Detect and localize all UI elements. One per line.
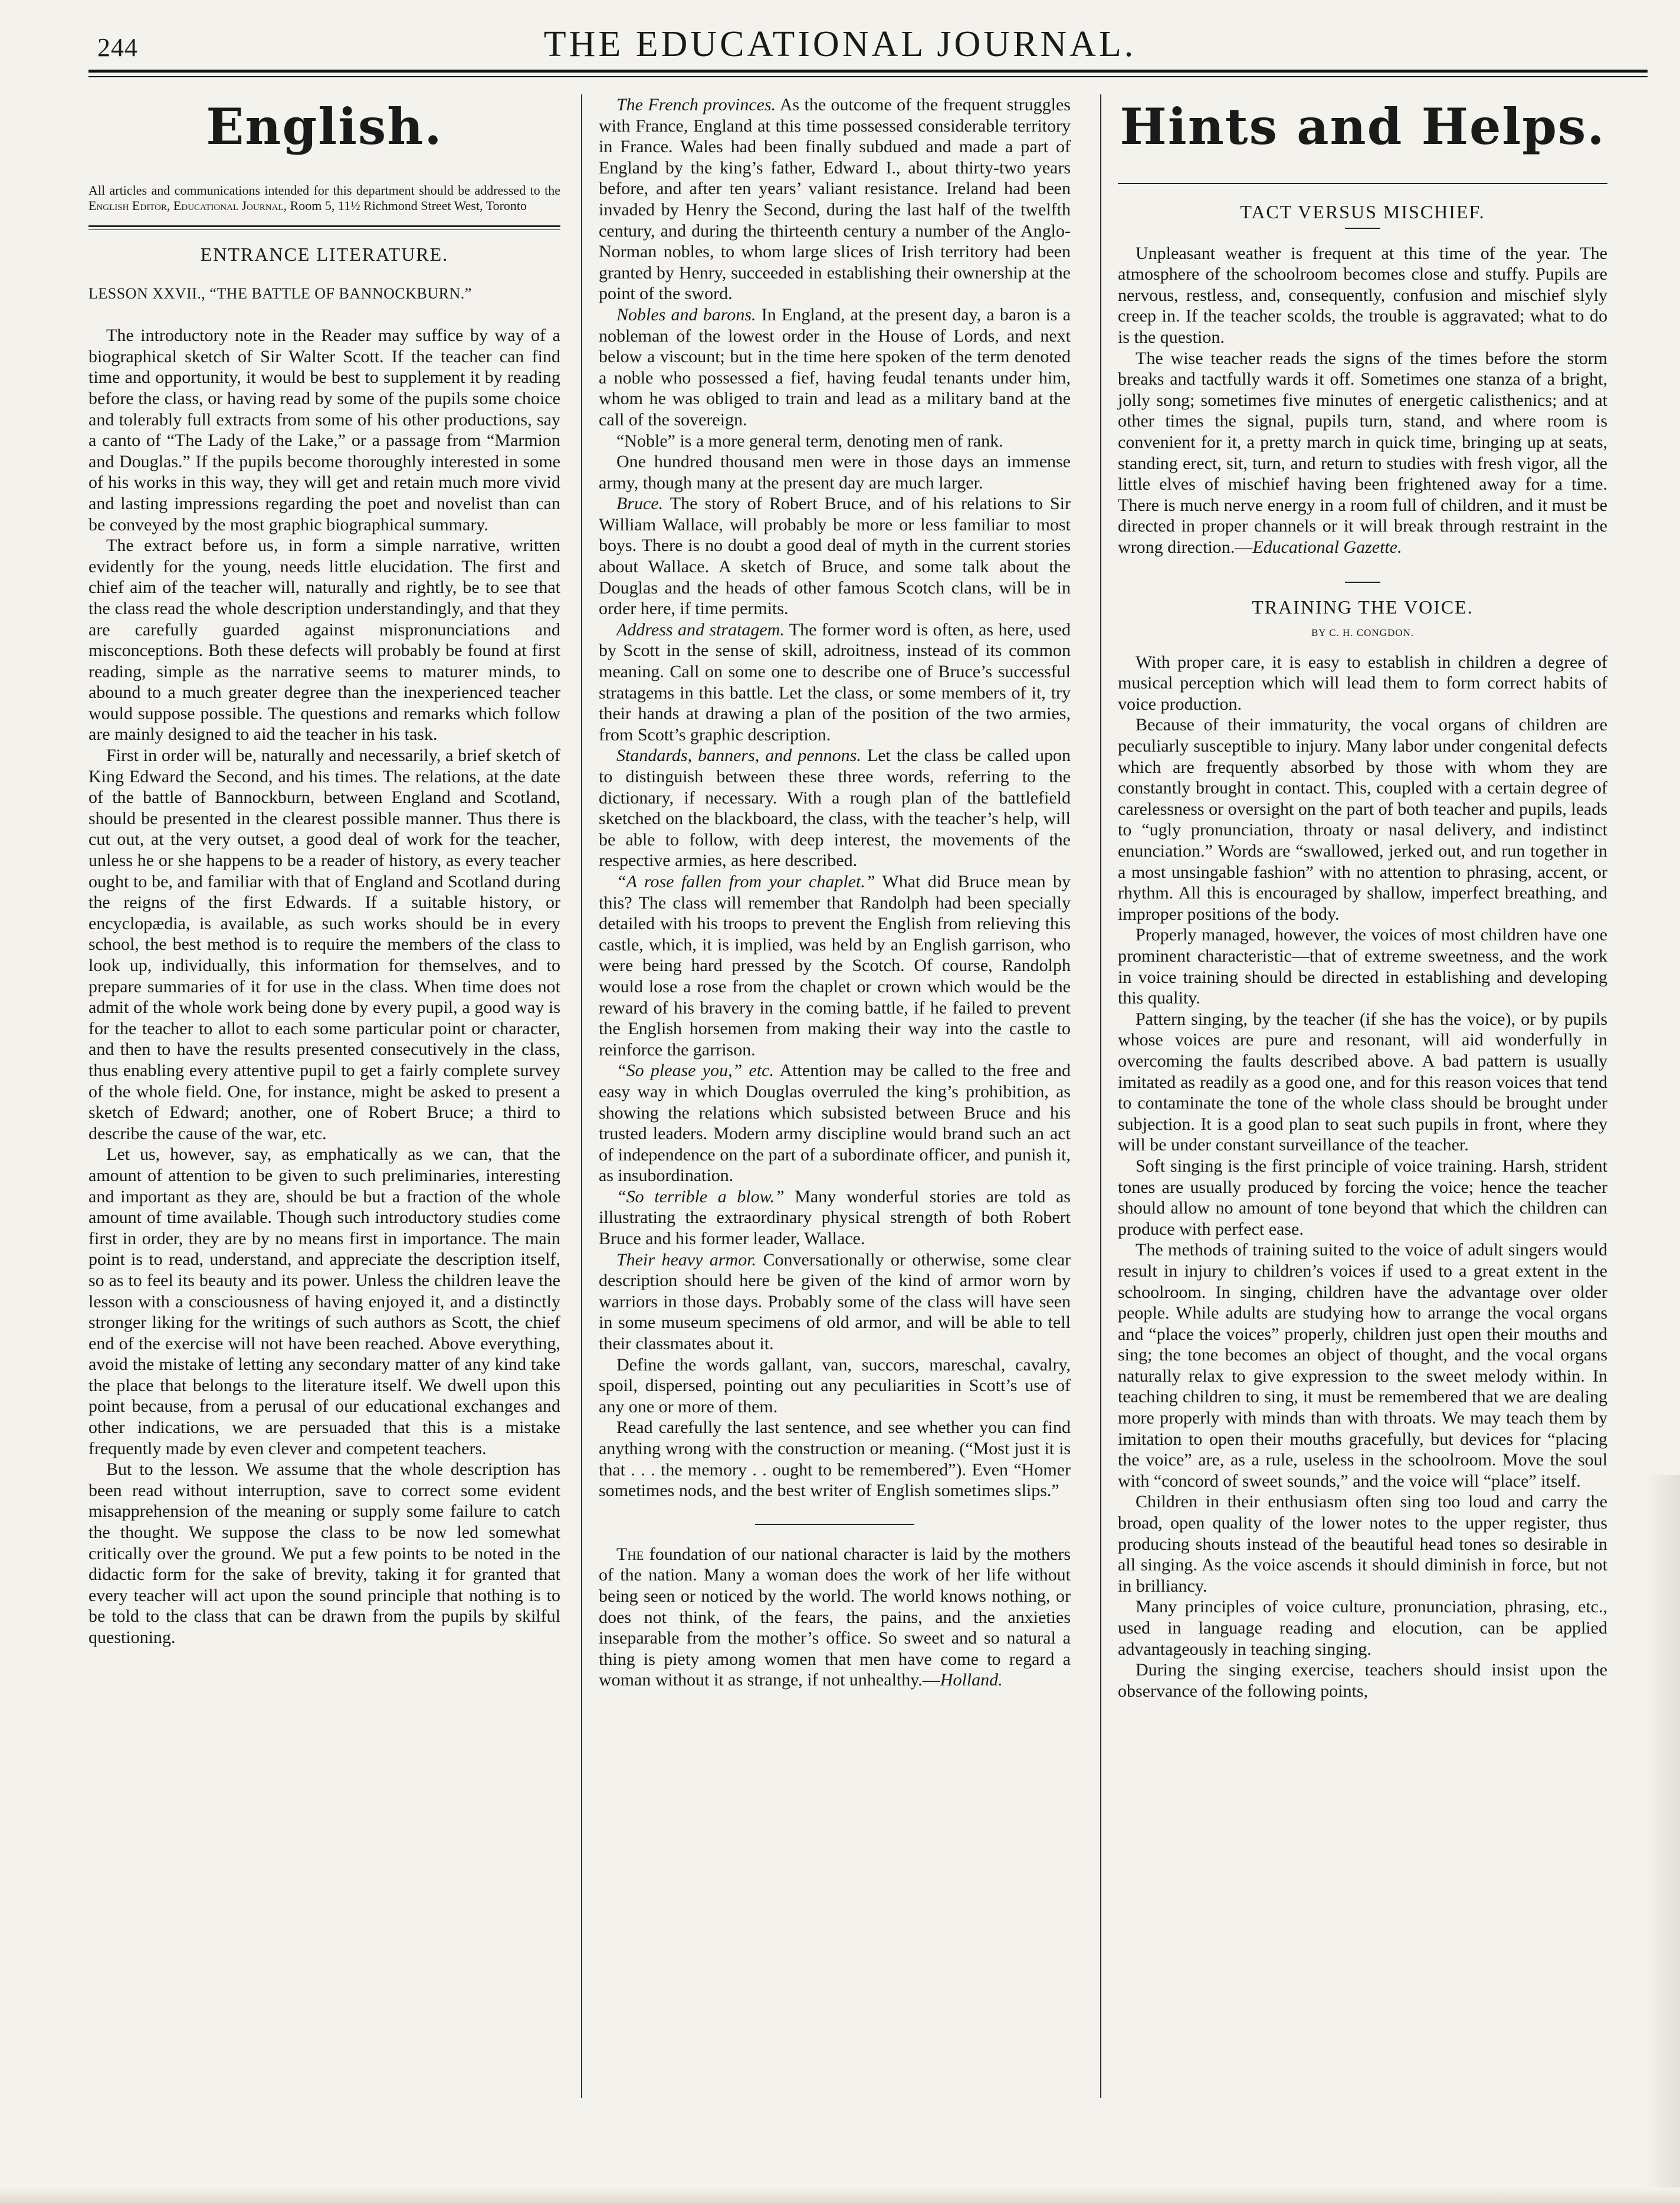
note-text: Define the words gallant, van, succors, mareschal, cavalry, spoil, dispersed, pointing out any peculiarities in Scott’s use of any one or more of them. (599, 1354, 1071, 1416)
note-text: The former word is often, as here, used by Scott in the sense of skill, adroitness, instead of its common meaning. Call on some one to describe one of Bruce’s successful stratagems in this battle. Let the class, or some members of it, try their hands at drawing a plan of the position of the two armies, from Scott’s graphic description. (599, 619, 1071, 744)
note-term: The French provinces. (616, 95, 776, 114)
note-paragraph (599, 451, 1071, 493)
note-term: “A rose fallen from your chaplet.” (616, 871, 875, 891)
article-title: ENTRANCE LITERATURE. (200, 244, 449, 265)
hints-column (1118, 94, 1607, 1701)
foundation-text: foundation of our national character is laid by the mothers of the nation. Many a woman does the work of her life without being seen or noticed by the world. The world knows nothing, or does not think, of the fears, the pains, and the anxieties inseparable from the mother’s office. So sweet and so natural a thing is piety among women that men have come to regard a woman without it as strange, if not unhealthy.— (599, 1544, 1071, 1690)
hints-heading: Hints and Helps. (1120, 97, 1606, 156)
journal-title: THE EDUCATIONAL JOURNAL. (543, 24, 1137, 64)
english-paragraph: But to the lesson. We assume that the whole description has been read without interruption, save to correct some evident misapprehension of the meaning or supply some failure to catch the thought. We suppose the class to be now led somewhat critically over the ground. We put a few points to be noted in the didactic form for the sake of brevity, taking it for granted that every teacher will act upon the sound principle that nothing is to be told to the class that can be drawn from the pupils by skilful questioning. (88, 1460, 560, 1647)
scan-bottom-edge (0, 2187, 1680, 2204)
tact-end-rule (1345, 582, 1380, 583)
note-text: Conversationally or otherwise, some clear description should here be given of the kind of armor worn by warriors in those days. Probably some of the class will have seen in some museum specimens of old armor, and will be able to tell their classmates about it. (599, 1249, 1071, 1354)
voice-byline: BY C. H. CONGDON. (1311, 627, 1415, 639)
english-paragraph: The extract before us, in form a simple narrative, written evidently for the young, needs little elucidation. The first and chief aim of the teacher will, naturally and rightly, be to see that the class read the whole description understandingly, and that they are carefully guarded against mispronunciations and misconceptions. Both these defects will probably be found at first reading, simple as the narrative seems to maturer minds, to abound to a much greater degree than the inexperienced teacher would suppose possible. The questions and remarks which follow are mainly designed to aid the teacher in his task. (88, 536, 560, 744)
note-text: As the outcome of the frequent struggles with France, England at this time possessed considerable territory in France. Wales had been finally subdued and made a part of England by the king’s father, Edward I., about thirty-two years before, and after ten years’ valiant resistance. Ireland had been invaded by Henry the Second, during the last half of the twelfth century, and during the thirteenth century a number of the Anglo-Norman nobles, to whom large slices of Irish territory had been granted by Henry, succeeded in establishing their ownership at the point of the sword. (599, 95, 1071, 304)
editor-note-tail: , Room 5, 11½ Richmond Street West, Toronto (283, 198, 527, 213)
note-text: Many wonderful stories are told as illustrating the extraordinary physical strength of both Robert Bruce and his former leader, Wallace. (599, 1186, 1071, 1249)
voice-paragraph: Children in their enthusiasm often sing too loud and carry the broad, open quality of the lower notes to the upper register, thus producing shouts instead of the beautiful head tones so desirable in all singing. As the voice ascends it should diminish in force, but not in brilliancy. (1118, 1492, 1607, 1596)
note-text: In England, at the present day, a baron is a nobleman of the lowest order in the House of Lords, and next below a viscount; but in the time here spoken of the term denoted a noble who possessed a fief, having feudal tenants under him, whom he was obliged to train and lead as a military band at the call of the sovereign. (599, 304, 1071, 429)
tact-title: TACT VERSUS MISCHIEF. (1240, 201, 1485, 222)
tact-paragraph (1118, 348, 1607, 558)
note-term: “So please you,” etc. (616, 1061, 774, 1081)
voice-paragraph: The methods of training suited to the voice of adult singers would result in injury to children’s voices if used to a great extent in the schoolroom. In singing, children have the advantage over older people. While adults are studying how to arrange the vocal organs and “place the voices” properly, children just open their mouths and sing; the tone becomes an object of thought, and the vocal organs naturally relax to give expression to the sweet melody within. In teaching children to sing, it must be remembered that we are dealing more properly with minds than with throats. We may teach them by imitation to open their mouths gracefully, but devices for “placing the voice” are, as a rule, useless in the schoolroom. Move the soul with “concord of sweet sounds,” and the voice will “place” itself. (1118, 1240, 1607, 1491)
english-column (88, 94, 560, 1648)
tact-paragraph-text: The wise teacher reads the signs of the times before the storm breaks and tactfully wards it off. Sometimes one stanza of a bright, jolly song; sometimes five minutes of energetic calisthenics; and at other times the signal, pupils turn, stand, and where room is convenient for it, a pretty march in quick time, bringing up at seats, standing erect, sit, turn, and return to studies with fresh vigor, all the little elves of mischief having been frightened away for a time. There is much nerve energy in a room full of children, and it must be directed in proper channels or it will break through restraint in the wrong direction.— (1118, 348, 1607, 557)
note-text: Read carefully the last sentence, and see whether you can find anything wrong with the construction or meaning. (“Most just it is that . . . the memory . . ought to be remembered”). Even “Homer sometimes nods, and the best writer of English sometimes slips.” (599, 1418, 1071, 1501)
voice-paragraph: During the singing exercise, teachers should insist upon the observance of the following points, (1118, 1660, 1607, 1701)
note-text: One hundred thousand men were in those days an immense army, though many at the present day are much larger. (599, 452, 1071, 493)
english-paragraph: First in order will be, naturally and necessarily, a brief sketch of King Edward the Second, and his times. The relations, at the date of the battle of Bannockburn, between England and Scotland, should be presented in the clearest possible manner. Thus there is cut out, at the very outset, a good deal of work for the teacher, unless he or she happens to be a reader of history, as every teacher ought to be, and familiar with that of England and Scotland during the reigns of the first Edwards. If a suitable history, or encyclopædia, is available, as such works should be in every school, the best method is to require the members of the class to look up, individually, this information for themselves, and to prepare summaries of it for use in the class. When time does not admit of the whole work being done by every pupil, a good way is for the teacher to allot to each some particular point or character, and then to have the results presented consecutively in the class, thus enabling every attentive pupil to get a fairly complete survey of the whole field. One, for instance, might be asked to present a sketch of Edward; another, one of Robert Bruce; a third to describe the cause of the war, etc. (88, 746, 560, 1143)
foundation-paragraph (599, 1544, 1071, 1691)
voice-paragraph: Pattern singing, by the teacher (if she has the voice), or by pupils whose voices are pure and resonant, will aid wonderfully in overcoming the faults described above. A bad pattern is usually imitated as readily as a good one, and for this reason voices that tend to contaminate the tone of the whole class should be brought under subjection. It is a good plan to seat such pupils in front, where they will be under constant surveillance of the teacher. (1118, 1009, 1607, 1155)
lesson-line: LESSON XXVII., “THE BATTLE OF BANNOCKBURN.” (88, 284, 472, 302)
tact-paragraph: Unpleasant weather is frequent at this time of the year. The atmosphere of the schoolroom becomes close and stuffy. Pupils are nervous, restless, and, consequently, confusion and mischief slyly creep in. If the teacher scolds, the trouble is aggravated; what to do is the question. (1118, 243, 1607, 347)
note-paragraph (599, 871, 1071, 1060)
voice-title: TRAINING THE VOICE. (1252, 596, 1474, 618)
voice-paragraph: Soft singing is the first principle of voice training. Harsh, strident tones are usually produced by forcing the voice; hence the teacher should allow no amount of tone beyond that which the children can produce with perfect ease. (1118, 1156, 1607, 1239)
note-text: The story of Robert Bruce, and of his relations to Sir William Wallace, will probably be more or less familiar to most boys. There is no doubt a good deal of myth in the current stories about Wallace. A sketch of Bruce, and some talk about the Douglas and the heads of other famous Scotch clans, will be in order here, if time permits. (599, 494, 1071, 619)
page-number: 244 (97, 33, 138, 62)
voice-paragraph: Properly managed, however, the voices of most children have one prominent characteristic—that of extreme sweetness, and the work in voice training should be directed in establishing and developing this quality. (1118, 925, 1607, 1008)
voice-paragraph: Because of their immaturity, the vocal organs of children are peculiarly susceptible to injury. Many labor under congenital defects which are frequently absorbed by those with whom they are constantly brought in contact. This, coupled with a certain degree of carelessness or oversight on the part of both teacher and pupils, leads to “ugly pronunciation, throaty or nasal delivery, and indistinct enunciation.” Words are “swallowed, jerked out, and run together in a most unsingable fashion” with no attention to phrasing, accent, or rhythm. All this is encouraged by shallow, imperfect breathing, and improper positions of the body. (1118, 715, 1607, 924)
tact-source: Educational Gazette. (1252, 537, 1402, 557)
note-paragraph (599, 1249, 1071, 1354)
voice-paragraph: Many principles of voice culture, pronunciation, phrasing, etc., used in language reading and elocution, can be applied advantageously in teaching singing. (1118, 1597, 1607, 1659)
scan-edge-shadow (1645, 1475, 1680, 2204)
english-paragraph: The introductory note in the Reader may suffice by way of a biographical sketch of Sir Walter Scott. If the teacher can find time and opportunity, it would be best to supplement it by reading before the class, or having read by some of the pupils some choice and tolerably full extracts from some of his other productions, say a canto of “The Lady of the Lake,” or a passage from “Marmion and Douglas.” If the pupils become thoroughly interested in some of his works in this way, they will get and retain much more vivid and lasting impressions regarding the poet and novelist than can be conveyed by the most graphic biographical summary. (88, 326, 560, 534)
note-rule (88, 225, 560, 230)
editor-note-lead: All articles and communications intended for this department should be addressed to the (88, 183, 560, 198)
note-paragraph (599, 431, 1071, 452)
notes-column (599, 94, 1071, 1691)
hints-rule (1118, 183, 1607, 184)
note-text: What did Bruce mean by this? The class will remember that Randolph had been specially detailed with his troops to prevent the English from relieving this castle, which, it is implied, was held by an English garrison, who were being hard pressed by the Scotch. Of course, Randolph would lose a rose from the chaplet or crown which would be the reward of his bravery in the coming battle, if he failed to prevent the English horsemen from making their way into the castle to reinforce the garrison. (599, 871, 1071, 1060)
note-paragraph (599, 304, 1071, 431)
note-term: “So terrible a blow.” (616, 1186, 785, 1206)
voice-paragraph: With proper care, it is easy to establish in children a degree of musical perception which will lead them to form correct habits of voice production. (1118, 652, 1607, 714)
note-term: Standards, banners, and pennons. (616, 746, 861, 766)
foundation-lead: The (616, 1544, 644, 1564)
section-separator (755, 1524, 914, 1525)
column-divider-left (581, 94, 582, 2098)
note-paragraph (599, 619, 1071, 746)
column-divider-right (1100, 94, 1101, 2098)
note-text: Attention may be called to the free and easy way in which Douglas overruled the king’s prohibition, as showing the relations which subsisted between Bruce and his trusted leaders. Modern army discipline would brand such an act of independence on the part of a subordinate officer, and punish it, as insubordination. (599, 1061, 1071, 1186)
note-paragraph (599, 94, 1071, 304)
note-paragraph (599, 493, 1071, 619)
english-paragraph: Let us, however, say, as emphatically as we can, that the amount of attention to be given to such preliminaries, interesting and important as they are, should be but a fraction of the whole amount of time available. Though such introductory studies come first in order, they are by no means first in importance. The main point is to read, understand, and appreciate the description itself, so as to feel its beauty and its power. Unless the children leave the lesson with a consciousness of having enjoyed it, and a distinctly stronger liking for the writings of such authors as Scott, the chief end of the exercise will not have been reached. Above everything, avoid the mistake of letting any secondary matter of any kind take the place that belongs to the literature itself. We dwell upon this point because, from a perusal of our educational exchanges and other indications, we are persuaded that this is a mistake frequently made by even clever and competent teachers. (88, 1144, 560, 1458)
note-paragraph (599, 1417, 1071, 1501)
tact-title-rule (1345, 228, 1380, 229)
note-text: “Noble” is a more general term, denoting men of rank. (616, 431, 1003, 451)
note-term: Address and stratagem. (616, 619, 785, 639)
note-term: Bruce. (616, 494, 664, 514)
note-paragraph (599, 1186, 1071, 1249)
foundation-source: Holland. (940, 1670, 1003, 1690)
header-rule (88, 70, 1648, 77)
note-term: Their heavy armor. (616, 1249, 757, 1270)
note-paragraph (599, 1060, 1071, 1186)
note-text: Let the class be called upon to distinguish between these three words, referring to the dictionary, if necessary. With a rough plan of the battlefield sketched on the blackboard, the class, with the teacher’s help, will be able to follow, with deep interest, the movements of the respective armies, as here described. (599, 746, 1071, 871)
editor-note (88, 183, 560, 214)
english-heading: English. (206, 97, 443, 156)
note-paragraph (599, 1354, 1071, 1418)
note-paragraph (599, 745, 1071, 871)
note-term: Nobles and barons. (616, 304, 756, 324)
editor-note-editor: English Editor, Educational Journal (88, 198, 284, 213)
